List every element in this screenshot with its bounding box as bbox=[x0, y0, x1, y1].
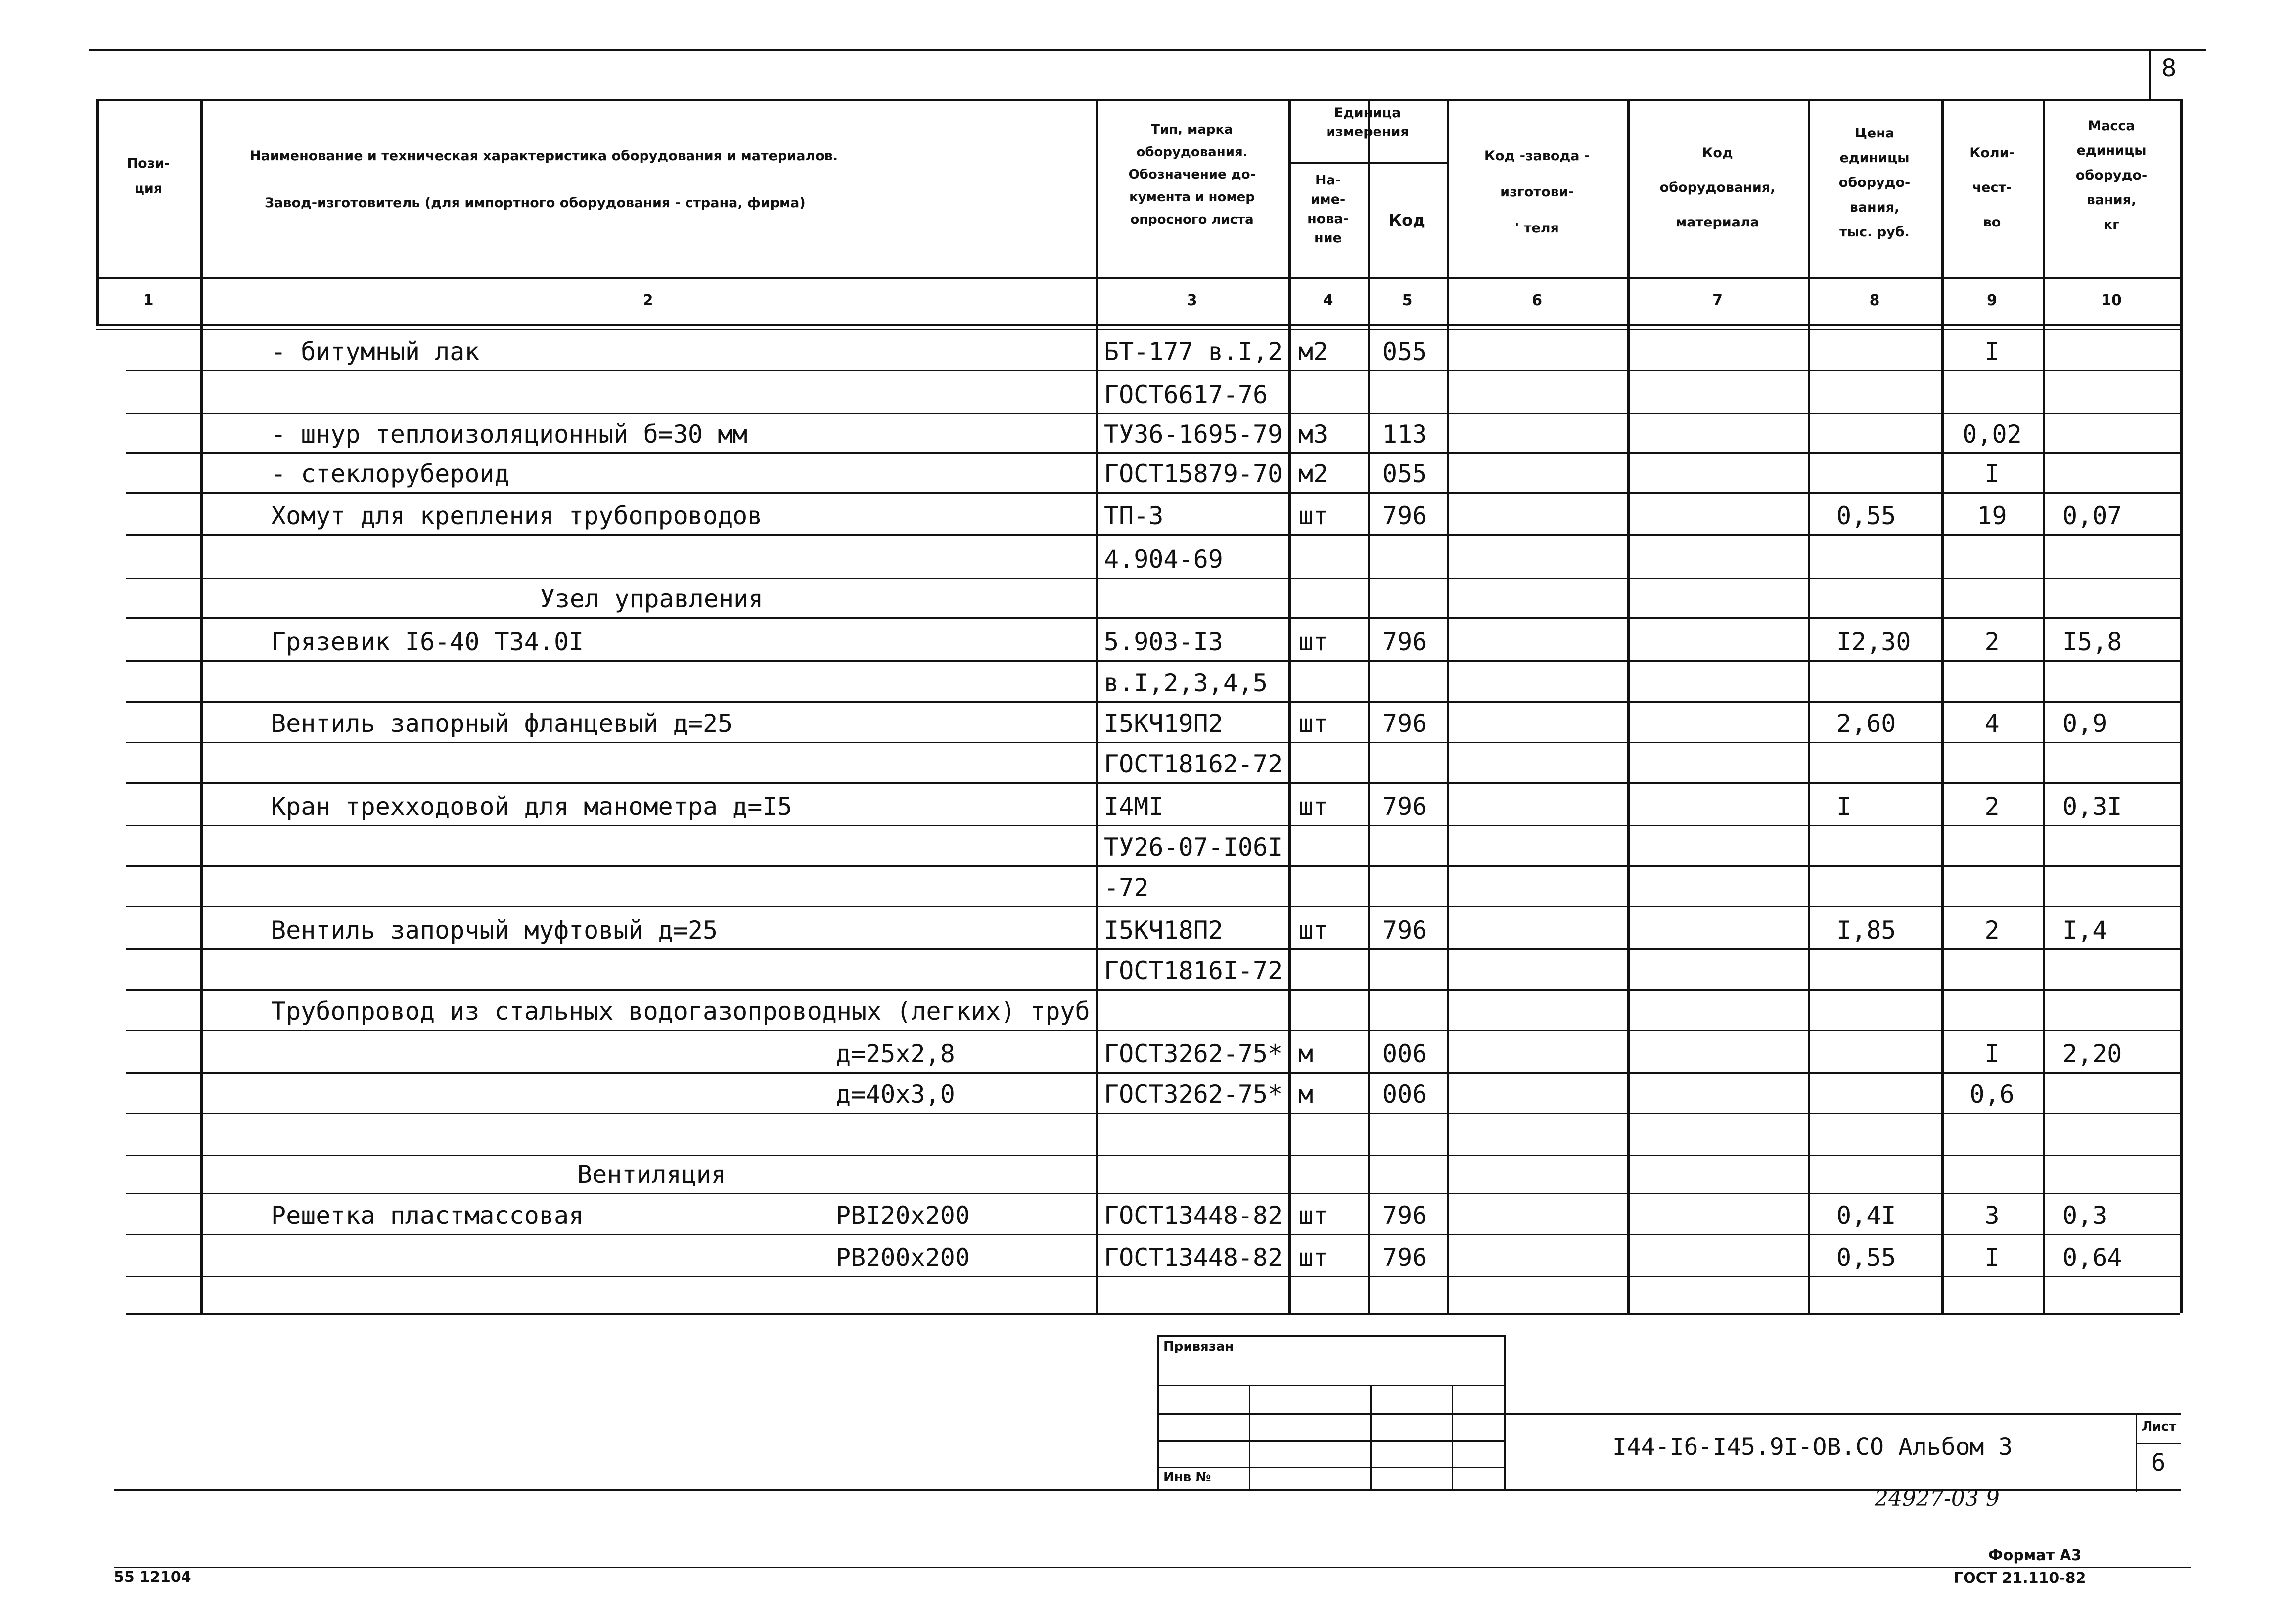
column-number-1: 1 bbox=[143, 292, 154, 309]
row-quantity: 3 bbox=[1984, 1201, 2000, 1230]
row-code: 055 bbox=[1382, 459, 1427, 488]
row-quantity: 0,6 bbox=[1969, 1080, 2015, 1109]
row-quantity: 4 bbox=[1984, 709, 2000, 738]
row-type: 4.904-69 bbox=[1104, 545, 1223, 574]
row-type: ГОСТ1816I-72 bbox=[1104, 956, 1283, 985]
row-name-detail: д=25х2,8 bbox=[836, 1039, 955, 1068]
row-code: 796 bbox=[1382, 1243, 1427, 1272]
row-type: I4МI bbox=[1104, 792, 1164, 821]
row-type: ТП-3 bbox=[1104, 501, 1164, 530]
bottom-code: 55 12104 bbox=[114, 1569, 191, 1586]
row-code: 055 bbox=[1382, 337, 1427, 366]
row-quantity: 0,02 bbox=[1962, 420, 2022, 449]
stamp-sheet-divider bbox=[2136, 1443, 2181, 1444]
row-type: 5.903-I3 bbox=[1104, 628, 1223, 656]
row-code: 796 bbox=[1382, 1201, 1427, 1230]
row-code: 796 bbox=[1382, 628, 1427, 656]
row-divider bbox=[126, 1276, 2180, 1277]
row-quantity: 19 bbox=[1977, 501, 2007, 530]
handwritten-number: 24927-03 9 bbox=[1875, 1486, 2000, 1511]
header-unit-name: На- име- нова- ние bbox=[1307, 173, 1349, 246]
row-unit: шт bbox=[1298, 709, 1328, 738]
row-type: I5КЧ19П2 bbox=[1104, 709, 1223, 738]
table-bottom-border bbox=[126, 1313, 2180, 1315]
gost-label: ГОСТ 21.110-82 bbox=[1954, 1570, 2086, 1587]
column-border-2 bbox=[1096, 99, 1098, 1313]
header-name-line1: Наименование и техническая характеристика оборудования и материалов. bbox=[250, 148, 838, 164]
column-number-2: 2 bbox=[642, 292, 653, 309]
row-quantity: 2 bbox=[1984, 792, 2000, 821]
sheet-corner-number: 8 bbox=[2161, 54, 2177, 82]
row-mass: I,4 bbox=[2062, 916, 2107, 945]
row-unit: м2 bbox=[1298, 337, 1328, 366]
row-type: ГОСТ6617-76 bbox=[1104, 380, 1268, 409]
header-position: Пози- ция bbox=[127, 156, 170, 197]
row-unit: шт bbox=[1298, 1243, 1328, 1272]
stamp-title-top bbox=[1504, 1413, 2181, 1415]
row-mass: 2,20 bbox=[2062, 1039, 2122, 1068]
row-name: Решетка пластмассовая bbox=[271, 1201, 584, 1230]
row-divider bbox=[126, 1155, 2180, 1156]
row-type: ГОСТ15879-70 bbox=[1104, 459, 1283, 488]
corner-box-divider bbox=[2149, 49, 2151, 100]
row-unit: шт bbox=[1298, 1201, 1328, 1230]
header-quantity: Коли- чест- во bbox=[1969, 145, 2015, 230]
row-divider bbox=[126, 370, 2180, 371]
row-quantity: I bbox=[1984, 459, 2000, 488]
column-number-6: 6 bbox=[1532, 292, 1542, 309]
row-price: 0,55 bbox=[1836, 501, 1896, 530]
row-name: Грязевик I6-40 Т34.0I bbox=[271, 628, 584, 656]
row-type: ГОСТ3262-75* bbox=[1104, 1039, 1283, 1068]
stamp-inv-label: Инв № bbox=[1163, 1470, 1211, 1485]
row-code: 113 bbox=[1382, 420, 1427, 449]
column-border-9 bbox=[2043, 99, 2045, 1313]
row-divider bbox=[126, 534, 2180, 536]
header-equipment-code: Код оборудования, материала bbox=[1659, 145, 1776, 230]
row-unit: м bbox=[1298, 1039, 1314, 1068]
numbers-bottom-border bbox=[96, 324, 2180, 326]
column-border-5 bbox=[1447, 99, 1449, 1313]
column-border-0 bbox=[96, 99, 99, 324]
row-name: Вентиль запорный фланцевый д=25 bbox=[271, 709, 733, 738]
row-name-detail: РВI20х200 bbox=[836, 1201, 970, 1230]
row-name: Хомут для крепления трубопроводов bbox=[271, 501, 763, 530]
header-mass: Масса единицы оборудо- вания, кг bbox=[2075, 118, 2148, 232]
row-divider bbox=[126, 1193, 2180, 1194]
row-unit: шт bbox=[1298, 501, 1328, 530]
row-code: 006 bbox=[1382, 1039, 1427, 1068]
row-divider bbox=[126, 1030, 2180, 1031]
top-rule bbox=[89, 49, 2206, 51]
row-divider bbox=[126, 701, 2180, 703]
row-mass: 0,9 bbox=[2062, 709, 2107, 738]
row-type: ГОСТ3262-75* bbox=[1104, 1080, 1283, 1109]
row-divider bbox=[126, 782, 2180, 784]
row-mass: 0,3I bbox=[2062, 792, 2122, 821]
row-unit: шт bbox=[1298, 916, 1328, 945]
row-type: ГОСТ18162-72 bbox=[1104, 750, 1283, 778]
stamp-grid-col3 bbox=[1452, 1385, 1453, 1491]
column-border-4 bbox=[1368, 99, 1370, 1313]
row-name-detail: РВ200х200 bbox=[836, 1243, 970, 1272]
row-quantity: I bbox=[1984, 1039, 2000, 1068]
row-type: в.I,2,3,4,5 bbox=[1104, 669, 1268, 697]
stamp-grid-col1 bbox=[1249, 1385, 1250, 1491]
row-divider bbox=[126, 989, 2180, 991]
table-top-border bbox=[96, 99, 2180, 101]
row-divider bbox=[126, 906, 2180, 907]
row-quantity: 2 bbox=[1984, 628, 2000, 656]
column-number-9: 9 bbox=[1987, 292, 1997, 309]
row-quantity: I bbox=[1984, 337, 2000, 366]
row-quantity: I bbox=[1984, 1243, 2000, 1272]
stamp-sheet-number: 6 bbox=[2151, 1449, 2166, 1477]
row-name: Вентиляция bbox=[577, 1160, 727, 1189]
row-divider bbox=[126, 617, 2180, 619]
row-divider bbox=[126, 1113, 2180, 1114]
row-name: Узел управления bbox=[540, 585, 764, 613]
column-border-1 bbox=[200, 99, 203, 1313]
row-name: - битумный лак bbox=[271, 337, 480, 366]
header-factory-code: Код -завода - изготови- ' теля bbox=[1484, 148, 1590, 236]
row-price: I,85 bbox=[1836, 916, 1896, 945]
row-code: 796 bbox=[1382, 792, 1427, 821]
column-border-10 bbox=[2180, 99, 2183, 1313]
row-type: БТ-177 в.I,2 bbox=[1104, 337, 1283, 366]
row-divider bbox=[126, 660, 2180, 662]
row-divider bbox=[126, 578, 2180, 579]
format-label: Формат А3 bbox=[1988, 1547, 2082, 1564]
row-type: -72 bbox=[1104, 873, 1149, 902]
row-price: I bbox=[1836, 792, 1852, 821]
row-mass: 0,64 bbox=[2062, 1243, 2122, 1272]
column-border-6 bbox=[1627, 99, 1630, 1313]
column-number-10: 10 bbox=[2101, 292, 2122, 309]
column-border-3 bbox=[1288, 99, 1291, 1313]
column-number-5: 5 bbox=[1402, 292, 1413, 309]
row-type: ТУ26-07-I06I bbox=[1104, 833, 1283, 861]
row-unit: м3 bbox=[1298, 420, 1328, 449]
row-price: 2,60 bbox=[1836, 709, 1896, 738]
row-name: Вентиль запорчый муфтовый д=25 bbox=[271, 916, 718, 945]
column-number-7: 7 bbox=[1712, 292, 1723, 309]
row-unit: шт bbox=[1298, 792, 1328, 821]
header-type: Тип, марка оборудования. Обозначение до- кумента и номер опросного листа bbox=[1128, 122, 1256, 227]
header-price: Цена единицы оборудо- вания, тыс. руб. bbox=[1838, 126, 1911, 240]
stamp-bottom bbox=[114, 1489, 2181, 1491]
row-unit: м bbox=[1298, 1080, 1314, 1109]
header-name-line2: Завод-изготовитель (для импортного оборудования - страна, фирма) bbox=[265, 195, 806, 211]
row-code: 006 bbox=[1382, 1080, 1427, 1109]
row-name: Кран трехходовой для манометра д=I5 bbox=[271, 792, 792, 821]
row-quantity: 2 bbox=[1984, 916, 2000, 945]
row-price: I2,30 bbox=[1836, 628, 1911, 656]
column-border-7 bbox=[1808, 99, 1810, 1313]
row-name: - шнур теплоизоляционный б=30 мм bbox=[271, 420, 748, 449]
row-divider bbox=[126, 948, 2180, 950]
row-type: ГОСТ13448-82 bbox=[1104, 1201, 1283, 1230]
row-code: 796 bbox=[1382, 916, 1427, 945]
row-code: 796 bbox=[1382, 709, 1427, 738]
row-type: I5КЧ18П2 bbox=[1104, 916, 1223, 945]
row-price: 0,4I bbox=[1836, 1201, 1896, 1230]
row-divider bbox=[126, 1072, 2180, 1074]
rows-top-border bbox=[96, 329, 2180, 330]
row-mass: 0,07 bbox=[2062, 501, 2122, 530]
column-number-8: 8 bbox=[1869, 292, 1880, 309]
row-type: ГОСТ13448-82 bbox=[1104, 1243, 1283, 1272]
stamp-doc-code: I44-I6-I45.9I-ОВ.СО Альбом 3 bbox=[1612, 1433, 2013, 1461]
stamp-attached-label: Привязан bbox=[1163, 1339, 1234, 1354]
column-number-4: 4 bbox=[1323, 292, 1333, 309]
row-name: - стеклорубероид bbox=[271, 459, 509, 488]
row-divider bbox=[126, 413, 2180, 414]
row-name: Трубопровод из стальных водогазопроводных (легких) труб bbox=[271, 997, 1090, 1026]
row-divider bbox=[126, 825, 2180, 826]
row-mass: I5,8 bbox=[2062, 628, 2122, 656]
header-unit-code: Код bbox=[1389, 211, 1425, 229]
footer-rule bbox=[114, 1567, 2191, 1568]
header-unit-group: Единица измерения bbox=[1326, 105, 1409, 139]
stamp-grid-col2 bbox=[1370, 1385, 1372, 1491]
row-divider bbox=[126, 1234, 2180, 1235]
row-code: 796 bbox=[1382, 501, 1427, 530]
row-price: 0,55 bbox=[1836, 1243, 1896, 1272]
row-mass: 0,3 bbox=[2062, 1201, 2107, 1230]
row-divider bbox=[126, 452, 2180, 454]
stamp-sheet-label: Лист bbox=[2141, 1419, 2177, 1434]
row-name-detail: д=40х3,0 bbox=[836, 1080, 955, 1109]
row-type: ТУ36-1695-79 bbox=[1104, 420, 1283, 449]
column-number-3: 3 bbox=[1187, 292, 1197, 309]
row-divider bbox=[126, 492, 2180, 494]
row-divider bbox=[126, 865, 2180, 867]
row-unit: м2 bbox=[1298, 459, 1328, 488]
row-unit: шт bbox=[1298, 628, 1328, 656]
row-divider bbox=[126, 742, 2180, 743]
column-border-8 bbox=[1941, 99, 1944, 1313]
header-bottom-border bbox=[96, 277, 2180, 279]
stamp-attached-top bbox=[1157, 1335, 1504, 1337]
